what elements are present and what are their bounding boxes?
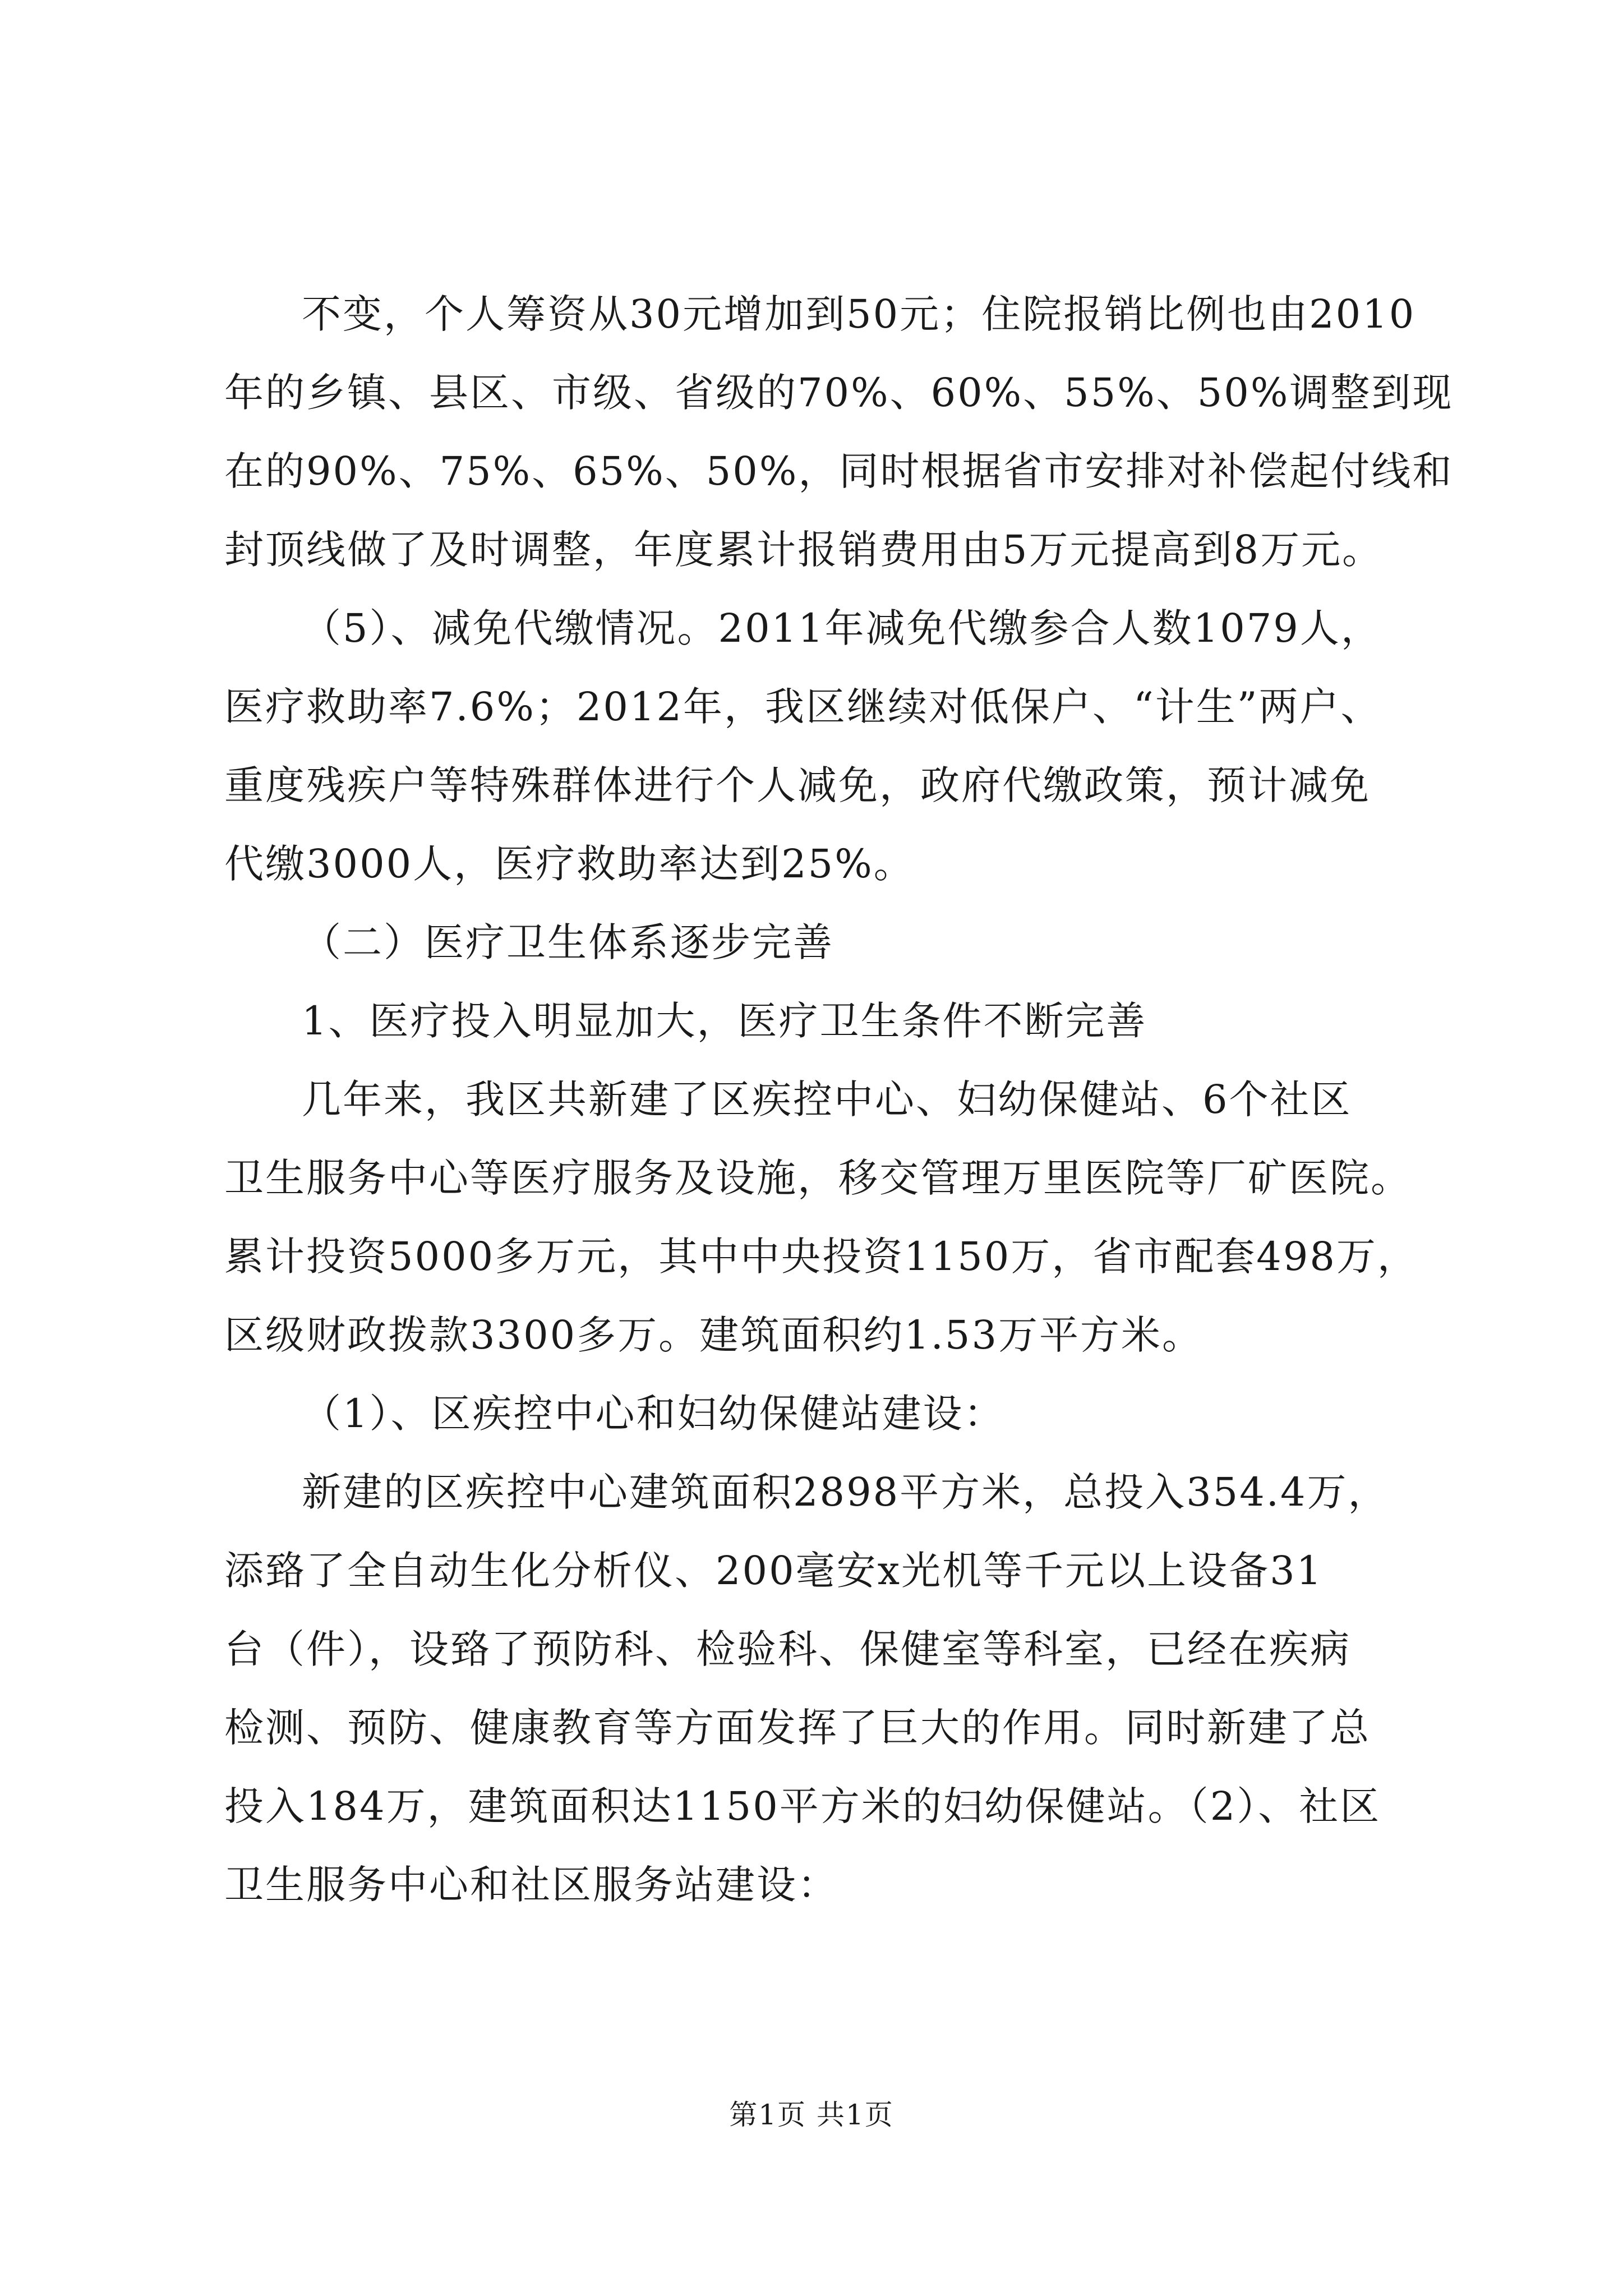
paragraph-line: 重度残疾户等特殊群体进行个人减免，政府代缴政策，预计减免 (224, 762, 1371, 808)
paragraph-line: 台（件），设臵了预防科、检验科、保健室等科室，已经在疾病 (224, 1626, 1351, 1672)
paragraph-line: 不变，个人筹资从30元增加到50元；住院报销比例也由2010 (302, 291, 1416, 337)
paragraph-line: 卫生服务中心等医疗服务及设施，移交管理万里医院等厂矿医院。 (224, 1155, 1412, 1201)
paragraph-line: 年的乡镇、县区、市级、省级的70%、60%、55%、50%调整到现 (224, 370, 1454, 416)
page-footer: 第1页 共1页 (729, 2099, 894, 2131)
paragraph-line: 区级财政拨款3300多万。建筑面积约1.53万平方米。 (224, 1312, 1204, 1358)
paragraph-line: （5）、减免代缴情况。2011年减免代缴参合人数1079人， (302, 605, 1382, 651)
paragraph-line: 卫生服务中心和社区服务站建设： (224, 1862, 838, 1908)
paragraph-line: 累计投资5000多万元，其中中央投资1150万，省市配套498万， (224, 1234, 1418, 1280)
paragraph-line: 几年来，我区共新建了区疾控中心、妇幼保健站、6个社区 (302, 1076, 1352, 1122)
paragraph-line: 封顶线做了及时调整，年度累计报销费用由5万元提高到8万元。 (224, 527, 1384, 573)
subsection-heading: 1、医疗投入明显加大，医疗卫生条件不断完善 (302, 998, 1147, 1044)
paragraph-line: 新建的区疾控中心建筑面积2898平方米，总投入354.4万， (302, 1469, 1389, 1515)
paragraph-line: 医疗救助率7.6%；2012年，我区继续对低保户、“计生”两户、 (224, 684, 1382, 730)
paragraph-line: 检测、预防、健康教育等方面发挥了巨大的作用。同时新建了总 (224, 1705, 1371, 1751)
paragraph-line: 投入184万，建筑面积达1150平方米的妇幼保健站。（2）、社区 (224, 1783, 1381, 1829)
paragraph-line: （1）、区疾控中心和妇幼保健站建设： (302, 1391, 1005, 1437)
section-heading: （二）医疗卫生体系逐步完善 (302, 919, 834, 965)
paragraph-line: 添臵了全自动生化分析仪、200毫安x光机等千元以上设备31 (224, 1548, 1324, 1594)
paragraph-line: 在的90%、75%、65%、50%，同时根据省市安排对补偿起付线和 (224, 448, 1454, 494)
paragraph-line: 代缴3000人，医疗救助率达到25%。 (224, 841, 915, 887)
